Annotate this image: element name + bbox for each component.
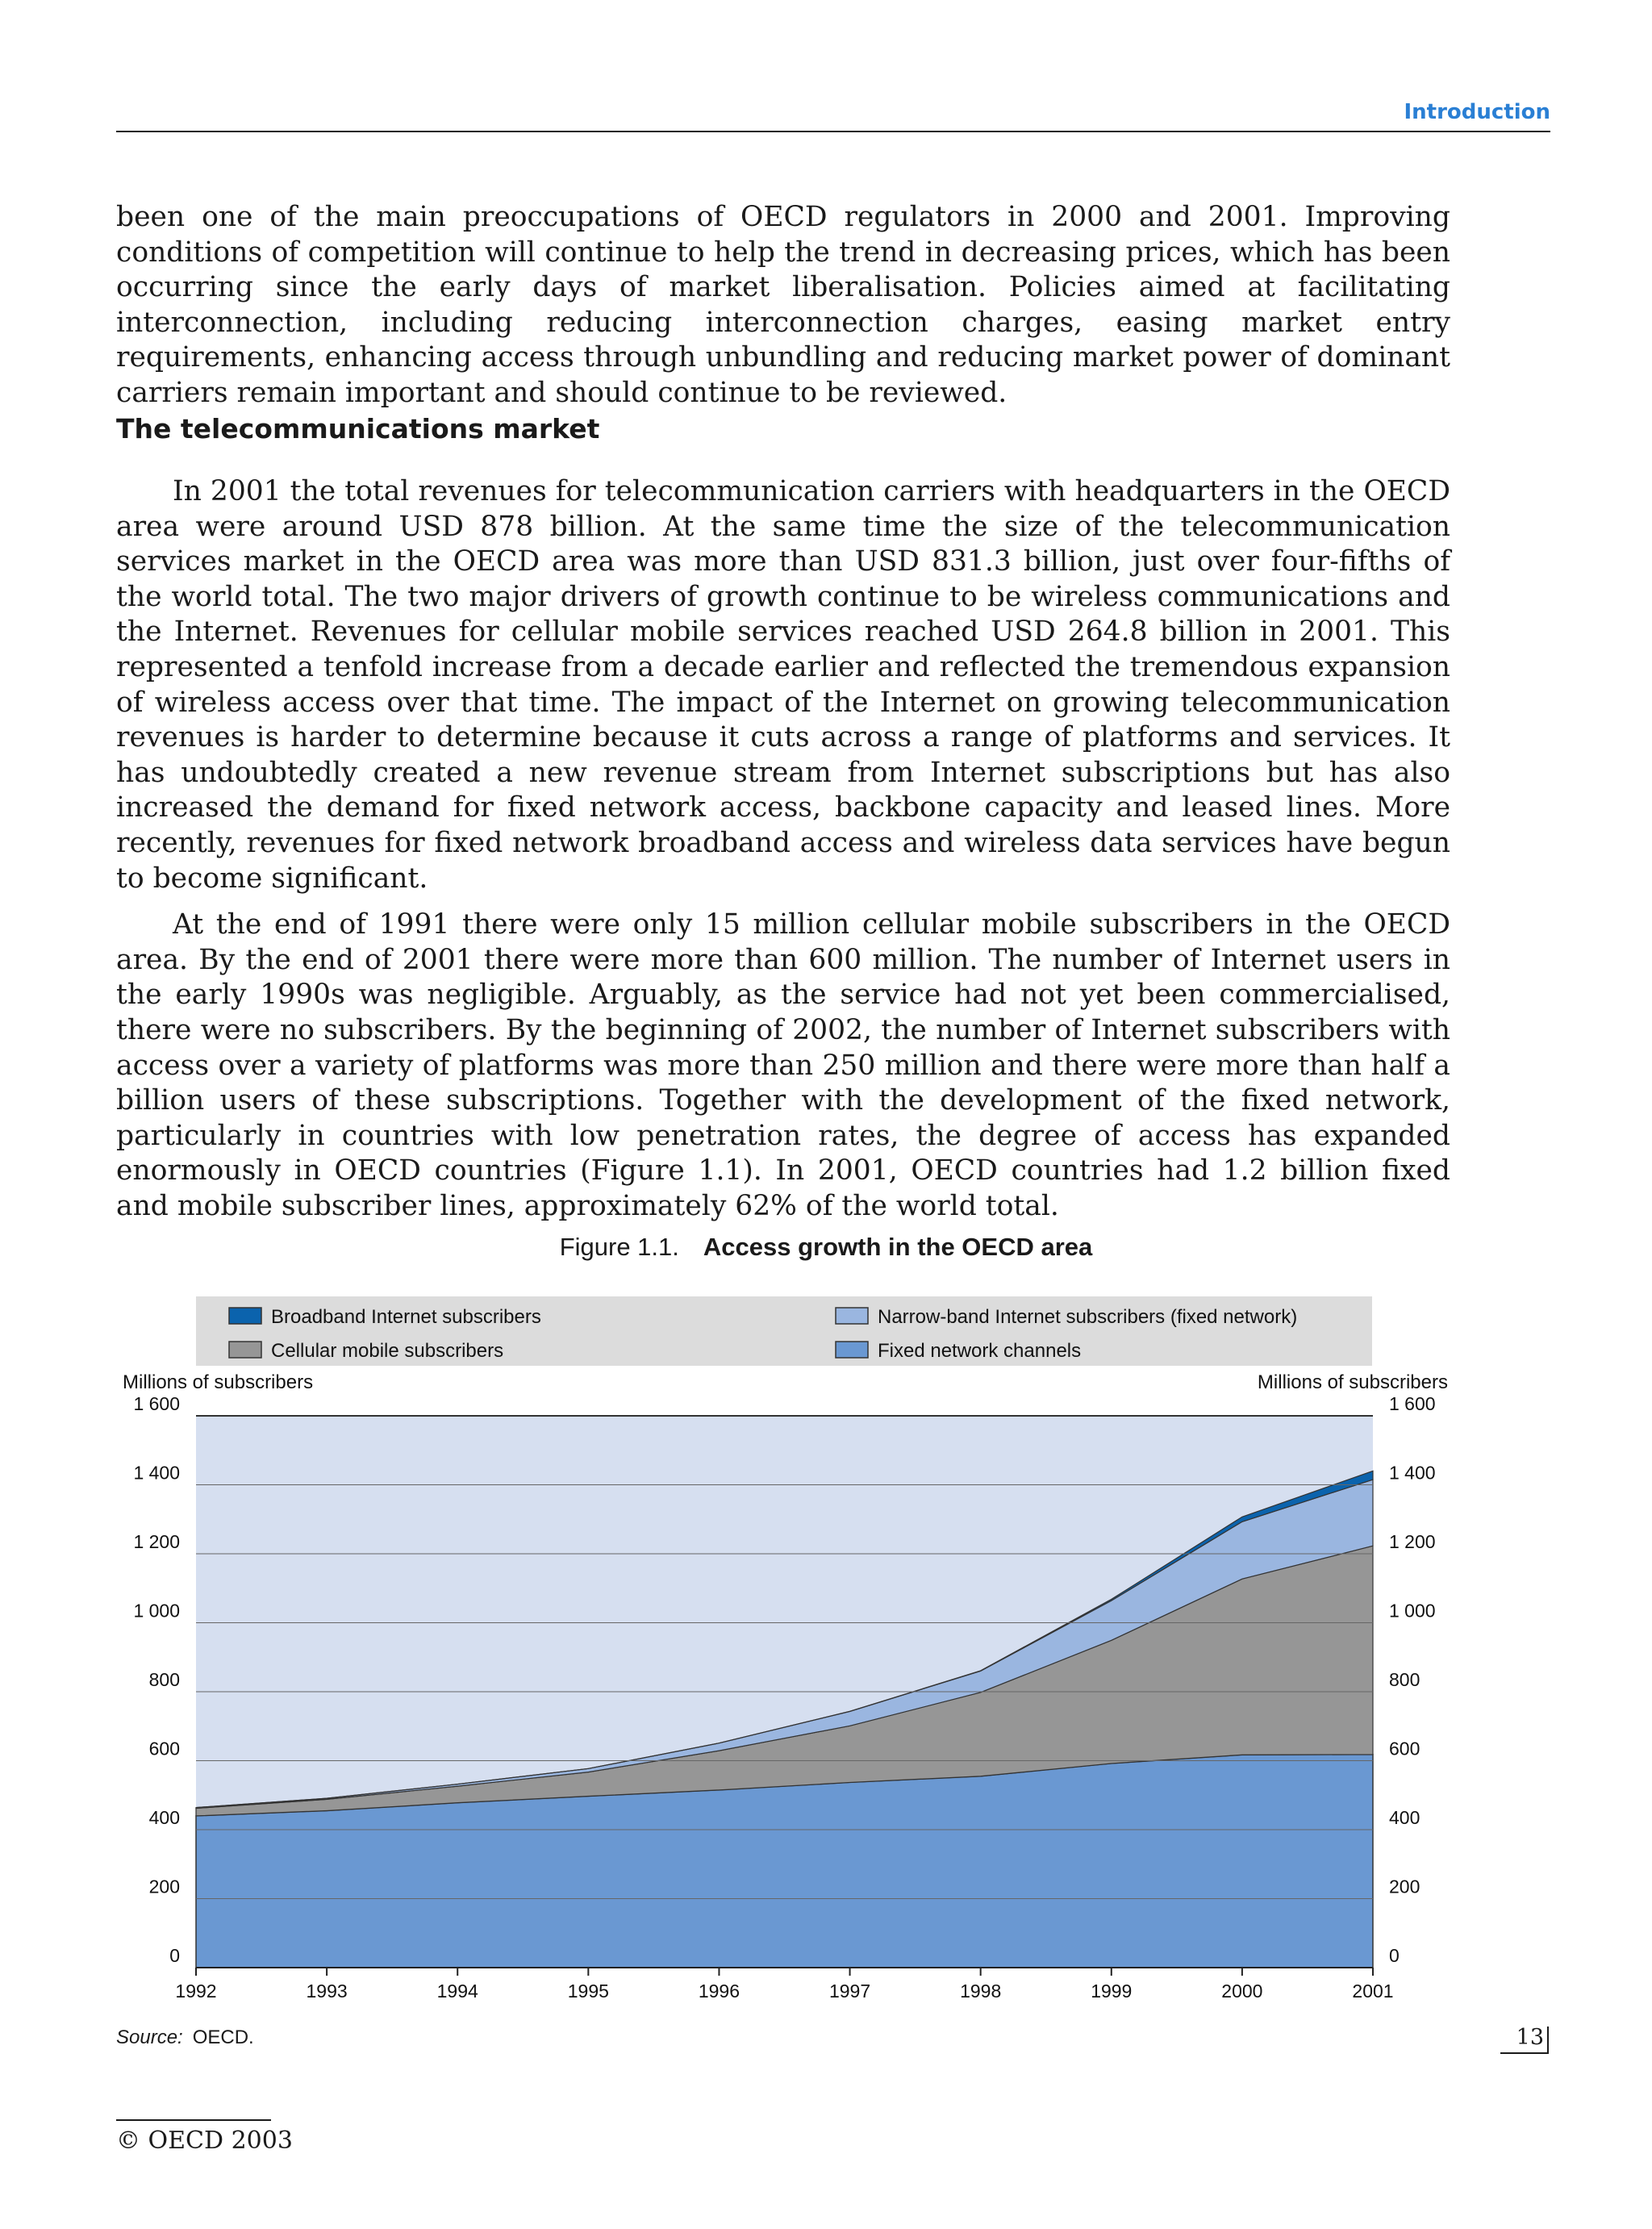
- y-tick-label-left: 0: [169, 1945, 180, 1966]
- legend-label-cellular-mobile-subscribers: Cellular mobile subscribers: [271, 1340, 504, 1362]
- x-axis-ticks: [175, 1968, 1393, 2002]
- source-label: Source:: [116, 2027, 183, 2048]
- y-tick-label-right: 800: [1389, 1669, 1420, 1690]
- y-tick-label-left: 400: [148, 1807, 180, 1828]
- x-tick-label: 1993: [306, 1981, 348, 2002]
- legend-swatch-narrow-band-internet-subscribers-fixed-network: [836, 1308, 868, 1324]
- figure-caption: Access growth in the OECD area: [703, 1233, 1093, 1261]
- legend-swatch-fixed-network-channels: [836, 1342, 868, 1358]
- y-tick-label-left: 800: [148, 1669, 180, 1690]
- y-axis-title-right: Millions of subscribers: [1257, 1371, 1448, 1393]
- source-text: OECD.: [192, 2027, 254, 2048]
- y-axis-title-left: Millions of subscribers: [123, 1371, 314, 1393]
- y-tick-label-right: 1 200: [1389, 1531, 1436, 1552]
- figure-source: [116, 2027, 254, 2049]
- y-tick-label-left: 1 600: [133, 1393, 180, 1414]
- page-number: 13: [1516, 2025, 1544, 2050]
- y-tick-label-right: 400: [1389, 1807, 1420, 1828]
- y-tick-label-left: 1 000: [133, 1600, 180, 1622]
- y-tick-label-right: 1 400: [1389, 1462, 1436, 1484]
- footer-rule: [116, 2119, 271, 2121]
- y-tick-label-right: 1 600: [1389, 1393, 1436, 1414]
- x-tick-label: 1998: [960, 1981, 1002, 2002]
- paragraph-subscribers: At the end of 1991 there were only 15 million cellular mobile subscribers in the OECD area. By the end of 2001 there were more than 600 million. The number of Internet users in the early 1990s was negligible. Arguably, as the service had not yet been commercialised, there were no subscribers. By the beginning of 2002, the number of Internet subscribers with access over a variety of platforms was more than 250 million and there were more than half a billion users of these subscriptions. Together with the development of the fixed network, particularly in countries with low penetration rates, the degree of access has expanded enormously in OECD countries (Figure 1.1). In 2001, OECD countries had 1.2 billion fixed and mobile subscriber lines, approximately 62% of the world total.: [116, 908, 1450, 1222]
- y-tick-label-left: 200: [148, 1876, 180, 1897]
- paragraph-revenues: In 2001 the total revenues for telecommunication carriers with headquarters in the OECD area were around USD 878 billion. At the same time the size of the telecommunication services market in the OECD area was more than USD 831.3 billion, just over four-fifths of the world total. The two major drivers of growth continue to be wireless communications and the Internet. Revenues for cellular mobile services reached USD 264.8 billion in 2001. This represented a tenfold increase from a decade earlier and reflected the tremendous expansion of wireless access over that time. The impact of the Internet on growing telecommunication revenues is harder to determine because it cuts across a range of platforms and services. It has undoubtedly created a new revenue stream from Internet subscriptions but has also increased the demand for fixed network access, backbone capacity and leased lines. More recently, revenues for fixed network broadband access and wireless data services have begun to become significant.: [116, 475, 1450, 895]
- y-tick-label-right: 600: [1389, 1738, 1420, 1759]
- x-tick-label: 1999: [1091, 1981, 1133, 2002]
- legend-swatch-cellular-mobile-subscribers: [229, 1342, 261, 1358]
- x-tick-label: 1994: [436, 1981, 478, 2002]
- y-tick-label-right: 1 000: [1389, 1600, 1436, 1622]
- x-tick-label: 1997: [828, 1981, 871, 2002]
- y-tick-label-right: 200: [1389, 1876, 1420, 1897]
- x-tick-label: 1992: [175, 1981, 217, 2002]
- legend-label-narrow-band-internet-subscribers-fixed-network: Narrow-band Internet subscribers (fixed network): [878, 1306, 1298, 1328]
- x-tick-label: 1996: [698, 1981, 740, 2002]
- x-tick-label: 1995: [567, 1981, 609, 2002]
- page-number-rule-horizontal: [1500, 2052, 1547, 2054]
- copyright: © OECD 2003: [116, 2127, 293, 2155]
- x-tick-label: 2001: [1352, 1981, 1394, 2002]
- y-tick-label-left: 600: [148, 1738, 180, 1759]
- y-tick-label-left: 1 400: [133, 1462, 180, 1484]
- running-head-section: Introduction: [1404, 100, 1550, 124]
- legend-label-fixed-network-channels: Fixed network channels: [878, 1340, 1082, 1362]
- intro-paragraph: been one of the main preoccupations of OECD regulators in 2000 and 2001. Improving conditions of competition will continue to help the trend in decreasing prices, which has been occurring since the early days of market liberalisation. Policies aimed at facilitating interconnection, including reducing interconnection charges, easing market entry requirements, enhancing access through unbundling and reducing market power of dominant carriers remain important and should continue to be reviewed.: [116, 201, 1450, 409]
- y-tick-label-right: 0: [1389, 1945, 1400, 1966]
- legend-label-broadband-internet-subscribers: Broadband Internet subscribers: [271, 1306, 541, 1328]
- y-tick-label-left: 1 200: [133, 1531, 180, 1552]
- page-number-rule-vertical: [1547, 2027, 1549, 2054]
- section-title: The telecommunications market: [116, 413, 600, 445]
- legend-swatch-broadband-internet-subscribers: [229, 1308, 261, 1324]
- figure-number: Figure 1.1.: [559, 1233, 679, 1261]
- x-tick-label: 2000: [1221, 1981, 1263, 2002]
